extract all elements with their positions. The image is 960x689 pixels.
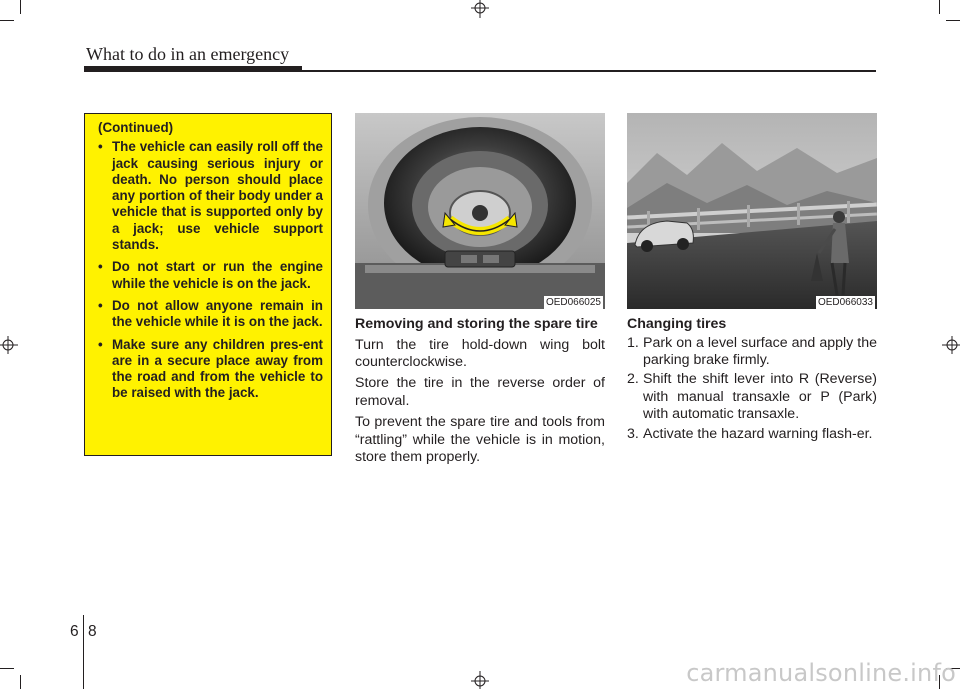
warning-item-text: The vehicle can easily roll off the jack causing serious injury or death. No person should place any portion of their body under a vehicle that is supported only by a jack; use vehicle support stands. <box>112 139 323 253</box>
crop-mark <box>939 0 940 14</box>
section-heading: Removing and storing the spare tire <box>355 316 598 332</box>
step-text: Activate the hazard warning flash-er. <box>643 425 873 442</box>
step-text: Shift the shift lever into R (Reverse) with manual transaxle or P (Park) with automatic transaxle. <box>643 371 877 423</box>
chapter-number: 6 <box>70 623 79 640</box>
registration-mark-icon <box>471 0 489 18</box>
step-item <box>627 426 877 443</box>
warning-item <box>94 139 323 253</box>
bullet-icon: • <box>98 336 103 352</box>
warning-item <box>94 298 323 331</box>
spare-tire-section <box>355 316 605 466</box>
crop-mark <box>946 20 960 21</box>
step-item <box>627 371 877 423</box>
warning-box <box>84 113 332 456</box>
paragraph: To prevent the spare tire and tools from “rattling” while the vehicle is in motion, store them properly. <box>355 414 605 465</box>
step-number: 2. <box>627 371 639 388</box>
figure-code: OED066025 <box>545 297 601 308</box>
registration-mark-icon <box>471 671 489 689</box>
header-rule <box>300 70 876 72</box>
step-number: 3. <box>627 425 639 442</box>
warning-item <box>94 259 323 292</box>
bullet-icon: • <box>98 297 103 313</box>
warning-item-text: Do not allow anyone remain in the vehicle while it is on the jack. <box>112 297 323 330</box>
spare-tire-in-trunk-icon <box>355 113 605 309</box>
step-item <box>627 335 877 370</box>
warning-item-text: Make sure any children pres-ent are in a secure place away from the road and from the vehicle to be raised with the jack. <box>112 336 323 401</box>
bullet-icon: • <box>98 259 103 275</box>
warning-item <box>94 337 323 402</box>
header-rule <box>84 66 302 72</box>
page-number: 8 <box>88 623 97 640</box>
paragraph: Store the tire in the reverse order of removal. <box>355 375 605 409</box>
section-heading: Changing tires <box>627 316 727 332</box>
crop-mark <box>0 20 14 21</box>
warning-continued-label: (Continued) <box>98 120 174 135</box>
spare-tire-figure <box>355 113 605 309</box>
roadside-car-and-person-icon <box>627 113 877 309</box>
step-number: 1. <box>627 334 639 351</box>
figure-code: OED066033 <box>817 297 873 308</box>
bullet-icon: • <box>98 139 103 155</box>
roadside-figure <box>627 113 877 309</box>
step-text: Park on a level surface and apply the parking brake firmly. <box>643 334 877 368</box>
warning-item-text: Do not start or run the engine while the vehicle is on the jack. <box>112 259 323 291</box>
registration-mark-icon <box>942 336 960 354</box>
page-number-divider <box>83 615 84 689</box>
watermark: carmanualsonline.info <box>686 659 956 687</box>
crop-mark <box>20 0 21 14</box>
registration-mark-icon <box>0 336 18 354</box>
changing-tires-section <box>627 316 877 443</box>
page-header-title: What to do in an emergency <box>86 44 290 64</box>
crop-mark <box>0 668 14 669</box>
crop-mark <box>20 675 21 689</box>
paragraph: Turn the tire hold-down wing bolt counterclockwise. <box>355 336 605 370</box>
